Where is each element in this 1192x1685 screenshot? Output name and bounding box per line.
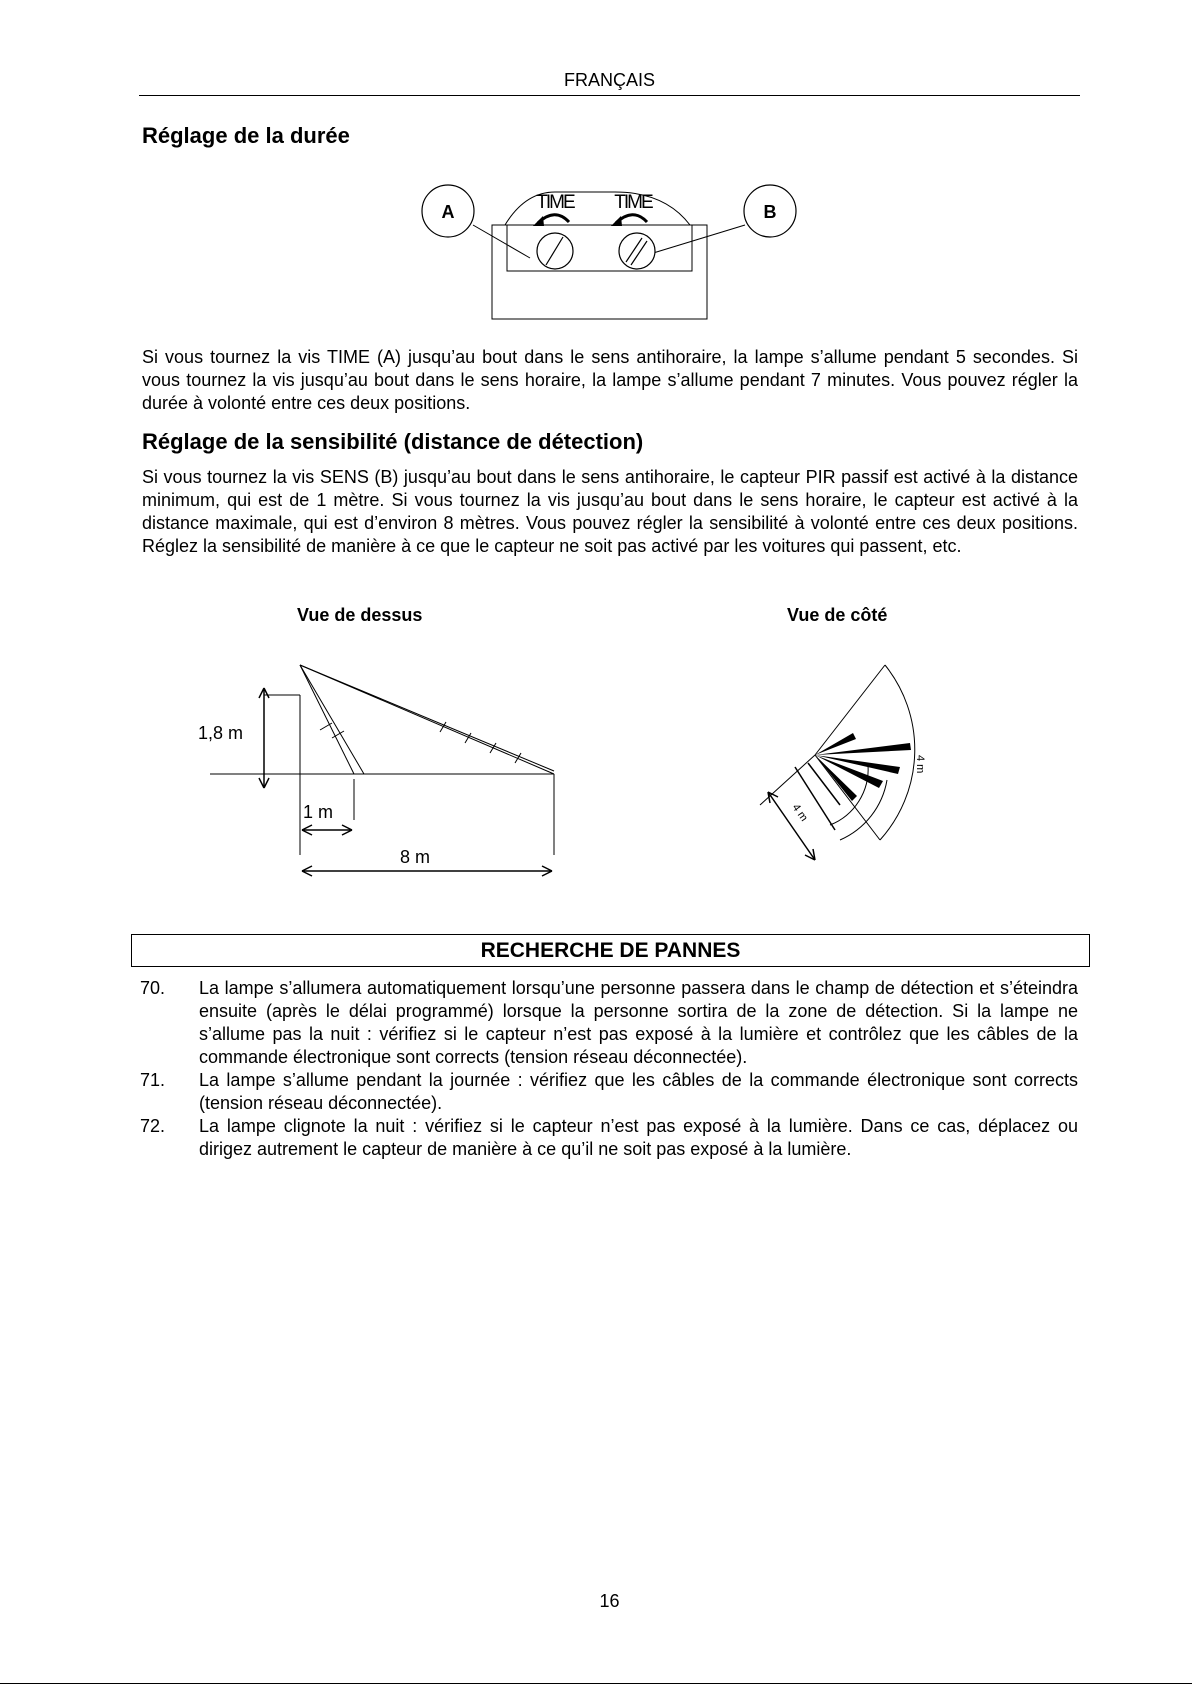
duration-section-title: Réglage de la durée — [142, 123, 350, 148]
leader-line-a — [473, 225, 530, 258]
page-number: 16 — [599, 1591, 620, 1611]
range-label-side: 4 m — [789, 801, 810, 824]
housing-outline — [492, 225, 707, 319]
detection-beams — [300, 665, 554, 774]
item-number: 71. — [140, 1070, 166, 1090]
sensitivity-section-title: Réglage de la sensibilité (distance de détection) — [142, 429, 644, 454]
item-number: 72. — [140, 1116, 166, 1136]
item-text: La lampe clignote la nuit : vérifiez si le capteur n’est pas exposé à la lumière. Dans ce cas, déplacez ou dirigez autrement le capteur de manière à ce qu’il ne soit pas exposé à la lumière. — [199, 1116, 1078, 1159]
rotate-arrow-icon — [533, 215, 569, 226]
sens-screw-icon — [619, 233, 655, 269]
knob-b-label: TIME — [614, 192, 652, 213]
header-rule — [139, 95, 1080, 96]
control-panel-outline — [507, 225, 692, 271]
troubleshooting-title: RECHERCHE DE PANNES — [131, 934, 1090, 967]
list-item — [140, 977, 1078, 1069]
item-text: La lampe s’allumera automatiquement lorsqu’une personne passera dans le champ de détection et s’éteindra ensuite (après le délai programmé) lorsque la personne sortira de la zone de détection. Si la lampe ne s’allume pas la nuit : vérifiez si le capteur n’est pas exposé à la lumière et contrôlez que les câbles de la commande électronique sont corrects (tension réseau déconnectée). — [199, 978, 1078, 1067]
detection-arcs — [815, 665, 915, 840]
rotate-arrow-icon — [611, 215, 647, 226]
page-header-language: FRANÇAIS — [563, 70, 655, 90]
range-label-top: 4 m — [914, 755, 926, 774]
side-view-diagram — [740, 655, 980, 875]
near-distance-label: 1 m — [303, 802, 334, 822]
sensitivity-paragraph: Si vous tournez la vis SENS (B) jusqu’au bout dans le sens antihoraire, le capteur PIR passif est activé à la distance minimum, qui est de 1 mètre. Si vous tournez la vis jusqu’au bout dans le sens horaire, le capteur est activé à la distance maximale, qui est d’environ 8 mètres. Vous pouvez régler la sensibilité à volonté entre ces deux positions. Réglez la sensibilité de manière à ce que le capteur ne soit pas activé par les voitures qui passent, etc. — [142, 467, 1078, 556]
bottom-rule — [0, 1683, 1192, 1684]
knob-a-label: TIME — [536, 192, 574, 213]
panel-arch — [505, 192, 690, 225]
far-distance-label: 8 m — [400, 847, 431, 867]
list-item — [140, 1115, 1078, 1161]
near-distance-arrow — [302, 825, 352, 835]
top-view-diagram — [190, 655, 580, 890]
item-number: 70. — [140, 978, 166, 998]
list-item — [140, 1069, 1078, 1115]
time-screw-icon — [537, 233, 573, 269]
far-distance-arrow — [302, 866, 552, 876]
label-a: A — [441, 202, 455, 222]
leader-line-b — [650, 225, 745, 254]
item-text: La lampe s’allume pendant la journée : vérifiez que les câbles de la commande électronique sont corrects (tension réseau déconnectée). — [199, 1070, 1078, 1113]
height-dimension-arrow — [259, 688, 300, 788]
duration-paragraph: Si vous tournez la vis TIME (A) jusqu’au bout dans le sens antihoraire, la lampe s’allume pendant 5 secondes. Si vous tournez la vis jusqu’au bout dans le sens horaire, la lampe s’allume pendant 7 minutes. Vous pouvez régler la durée à volonté entre ces deux positions. — [142, 347, 1078, 413]
troubleshooting-list — [140, 977, 1078, 1161]
top-view-title: Vue de dessus — [297, 605, 423, 625]
side-view-title: Vue de côté — [787, 605, 888, 625]
height-label: 1,8 m — [198, 723, 244, 743]
time-adjustment-figure — [415, 180, 815, 325]
label-b: B — [763, 202, 777, 222]
